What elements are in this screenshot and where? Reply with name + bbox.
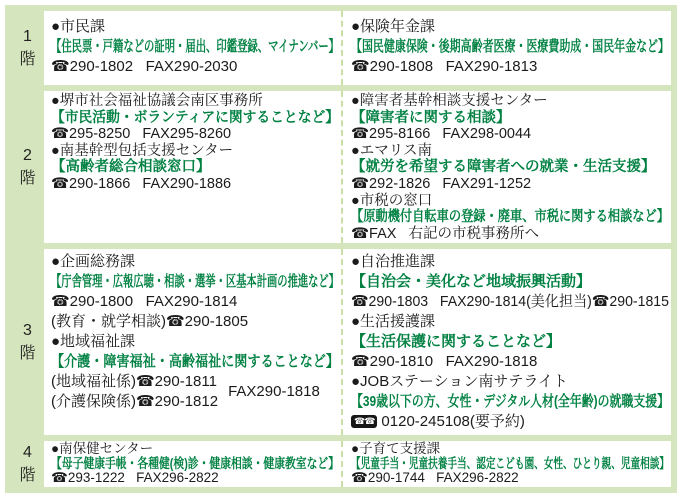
floor-2-row [11, 91, 671, 243]
phone-fax-line: ☎295-8166 FAX298-0044 [351, 126, 532, 143]
freedial-icon: ☎☎ [351, 415, 377, 428]
floor-unit: 階 [19, 345, 36, 362]
phone-fax-line: ☎290-1810 FAX290-1818 [351, 353, 538, 370]
department-name: ●JOBステーション南サテライト [351, 373, 568, 390]
department-name: ●自治推進課 [351, 253, 436, 270]
service-description: 【自治会・美化など地域振興活動】 [351, 273, 592, 290]
service-description: 【介護・障害福祉・高齢福祉に関することなど】 [51, 353, 339, 370]
floor-3-row [11, 249, 671, 435]
department-name: ●南基幹型包括支援センター [51, 142, 234, 159]
right-column [341, 249, 671, 435]
service-description: 【国民健康保険・後期高齢者医療・医療費助成・国民年金など】 [351, 38, 669, 55]
department-name: ●生活援護課 [351, 313, 436, 330]
department-name: ●保険年金課 [351, 18, 436, 35]
floor-cell [11, 441, 44, 487]
phone-fax-line: ☎290-1802 FAX290-2030 [51, 58, 238, 75]
phone-fax-line: ☎290-1803 FAX290-1814(美化担当)☎290-1815 [351, 293, 669, 310]
freedial-line: ☎☎ 0120-245108(要予約) [351, 412, 671, 432]
service-description: 【庁舎管理・広報広聴・相談・選挙・区基本計画の推進など】 [51, 273, 339, 290]
floor-1-content [44, 11, 671, 85]
right-column [341, 91, 671, 243]
floor-guide-table [5, 5, 677, 493]
department-name: ●堺市社会福祉協議会南区事務所 [51, 93, 263, 109]
floor-number: 4 [23, 444, 32, 461]
left-column [44, 91, 341, 243]
service-description: 【原動機付自転車の登録・廃車、市税に関する相談など】 [351, 209, 669, 226]
floor-unit: 階 [19, 51, 36, 68]
department-name: ●市民課 [51, 18, 106, 35]
phone-fax-line: ☎290-1866 FAX290-1886 [51, 175, 232, 192]
left-column [44, 249, 341, 435]
floor-number: 2 [23, 147, 32, 164]
floor-unit: 階 [19, 467, 36, 484]
department-name: ●障害者基幹相談支援センター [351, 93, 548, 109]
floor-number: 3 [23, 322, 32, 339]
phone-fax-line: ☎FAX 右記の市税事務所へ [351, 225, 540, 242]
floor-cell [11, 91, 44, 243]
department-name: ●市税の窓口 [351, 192, 433, 209]
floor-cell [11, 249, 44, 435]
service-description: 【高齢者総合相談窓口】 [51, 159, 211, 176]
right-column [341, 441, 671, 487]
service-description: 【障害者に関する相談】 [351, 109, 511, 126]
service-description: 【生活保護に関することなど】 [351, 333, 562, 350]
floor-2-content [44, 91, 671, 243]
department-name: ●企画総務課 [51, 253, 136, 270]
floor-1-row [11, 11, 671, 85]
phone-fax-line: (地域福祉係)☎290-1811 [51, 373, 217, 390]
left-column [44, 11, 341, 85]
floor-3-content [44, 249, 671, 435]
service-description: 【39歳以下の方、女性・デジタル人材(全年齢)の就職支援】 [351, 393, 669, 410]
left-column [44, 441, 341, 487]
phone-fax-line: ☎290-1744 FAX296-2822 [351, 470, 519, 486]
floor-4-content [44, 441, 671, 487]
department-name: ●地域福祉課 [51, 333, 136, 350]
phone-fax-line: ☎290-1808 FAX290-1813 [351, 58, 538, 75]
service-description: 【児童手当・児童扶養手当、認定こども園、女性、ひとり親、児童相談】 [351, 455, 669, 471]
service-description: 【就労を希望する障害者への就業・生活支援】 [351, 159, 656, 176]
phone-fax-line: (介護保険係)☎290-1812 [51, 393, 219, 410]
service-description: 【住民票・戸籍などの証明・届出、印鑑登録、マイナンバー】 [51, 38, 339, 55]
floor-number: 1 [23, 28, 32, 45]
phone-group [51, 372, 341, 412]
phone-fax-line: (教育・就学相談)☎290-1805 [51, 313, 249, 330]
service-description: 【市民活動・ボランティアに関することなど】 [51, 109, 339, 126]
department-name: ●南保健センター [51, 441, 154, 456]
phone-fax-line: ☎290-1800 FAX290-1814 [51, 293, 238, 310]
department-name: ●子育て支援課 [351, 441, 441, 456]
department-name: ●エマリス南 [351, 142, 432, 159]
phone-fax-line: ☎293-1222 FAX296-2822 [51, 470, 219, 486]
right-column [341, 11, 671, 85]
shared-fax-number: FAX290-1818 [228, 383, 320, 400]
phone-fax-line: ☎295-8250 FAX295-8260 [51, 126, 232, 143]
floor-unit: 階 [19, 170, 36, 187]
floor-cell [11, 11, 44, 85]
service-description: 【母子健康手帳・各種健(検)診・健康相談・健康教室など】 [51, 455, 339, 471]
floor-4-row [11, 441, 671, 487]
phone-fax-line: ☎292-1826 FAX291-1252 [351, 175, 532, 192]
